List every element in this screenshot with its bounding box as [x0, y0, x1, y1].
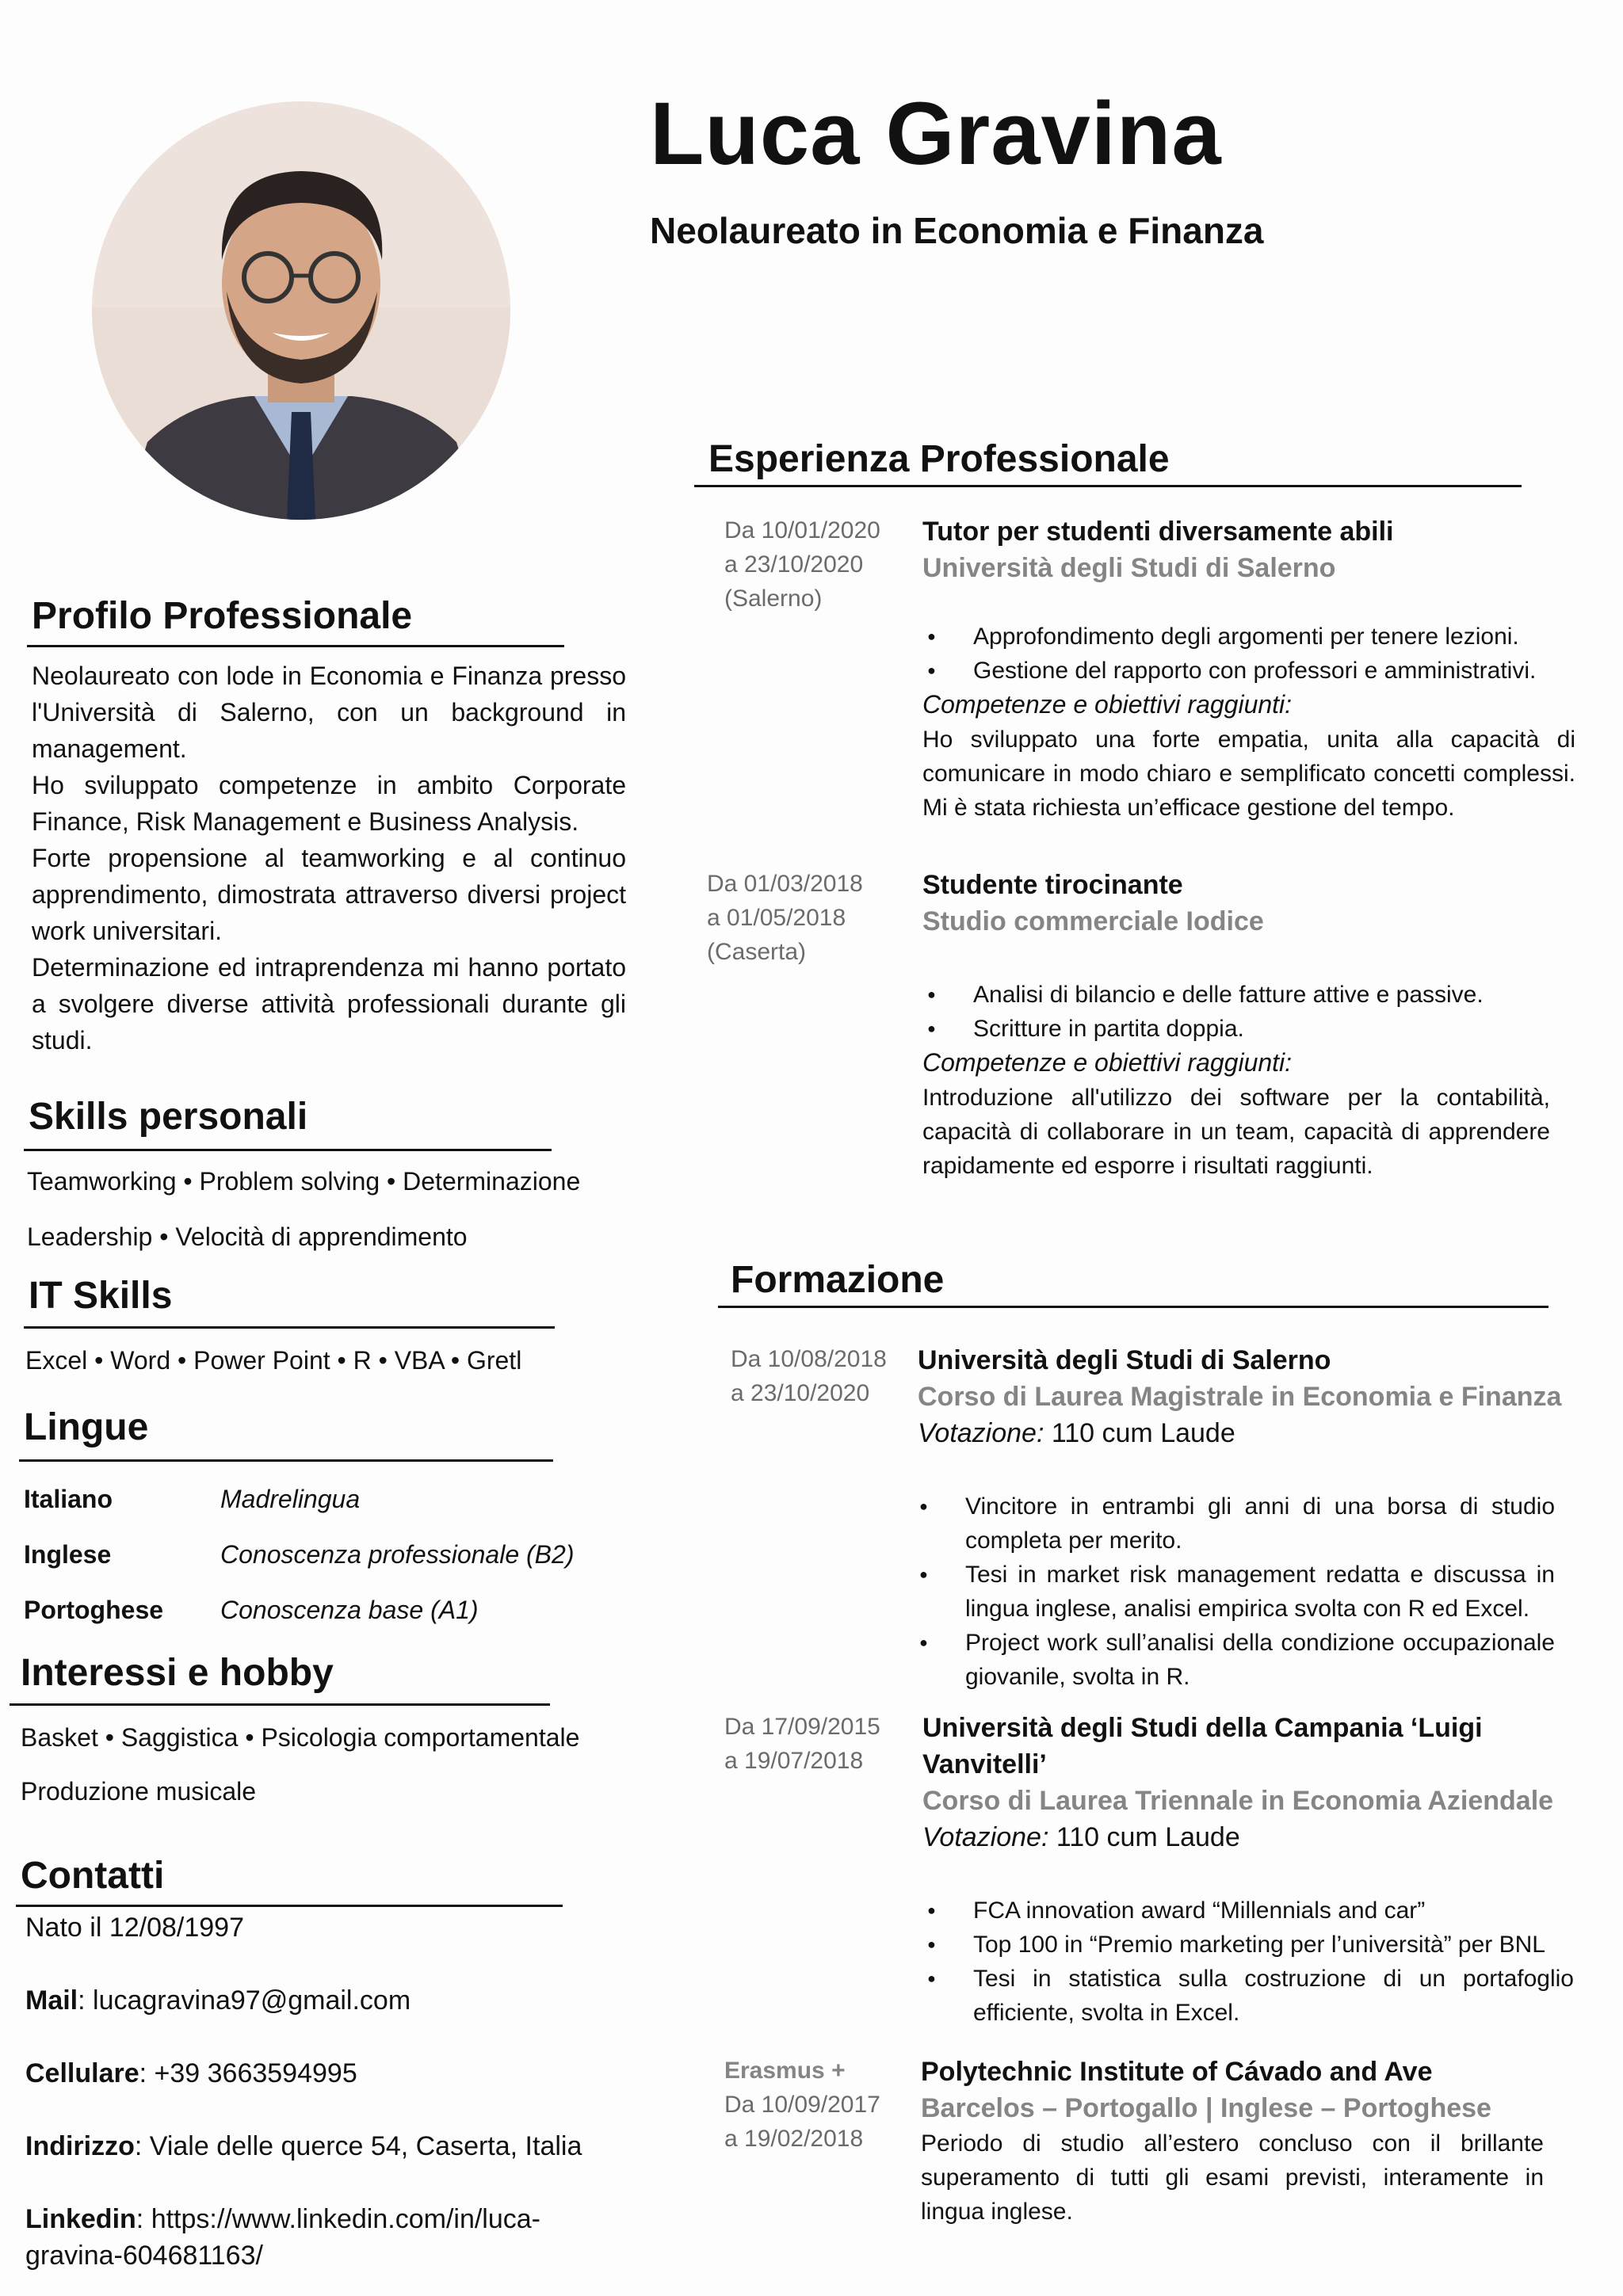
education-section-title: Formazione [731, 1259, 945, 1301]
education-course: Corso di Laurea Triennale in Economia Aziendale [922, 1786, 1554, 1816]
skills-section-title: Skills personali [29, 1096, 308, 1138]
skills-line: Leadership • Velocità di apprendimento [27, 1222, 468, 1251]
profile-paragraph: Neolaureato con lode in Economia e Finanza presso l'Università di Salerno, con un background in management. [32, 662, 626, 763]
languages-divider [19, 1459, 553, 1462]
contact-address [25, 2128, 628, 2164]
list-item: ● FCA innovation award “Millennials and car” [924, 1894, 1574, 1928]
education-school: Università degli Studi di Salerno [918, 1345, 1331, 1375]
education-date-start: Da 10/09/2017 [724, 2092, 880, 2118]
erasmus-label: Erasmus + [724, 2058, 846, 2084]
job-dates [724, 513, 880, 616]
job-skills-text: Ho sviluppato una forte empatia, unita alla capacità di comunicare in modo chiaro e semplificato concetti complessi. Mi è stata richiesta un’efficace gestione del tempo. [922, 727, 1575, 821]
it-skills-divider [24, 1326, 555, 1329]
list-item: ● Gestione del rapporto con professori e amministrativi. [924, 654, 1590, 688]
linkedin-label: Linkedin [25, 2204, 136, 2234]
experience-section-title: Esperienza Professionale [708, 438, 1170, 480]
contact-linkedin [25, 2201, 628, 2237]
education-grade [918, 1415, 1235, 1451]
grade-value: 110 cum Laude [1044, 1418, 1235, 1448]
job-date-end: a 23/10/2020 [724, 551, 864, 578]
candidate-subtitle: Neolaureato in Economia e Finanza [650, 210, 1264, 251]
education-date-start: Da 10/08/2018 [731, 1346, 887, 1372]
job-date-start: Da 01/03/2018 [707, 871, 863, 897]
education-bullet-list [916, 1489, 1555, 1694]
job-skills-title: Competenze e obiettivi raggiunti: [922, 1048, 1293, 1077]
list-item: ● Analisi di bilancio e delle fatture attive e passive. [924, 978, 1574, 1012]
grade-label: Votazione: [918, 1418, 1044, 1448]
job-organization: Università degli Studi di Salerno [922, 553, 1336, 583]
experience-divider [694, 485, 1522, 487]
job-bullet-list [924, 620, 1590, 688]
education-course: Barcelos – Portogallo | Inglese – Portoghese [921, 2093, 1491, 2123]
job-role: Tutor per studenti diversamente abili [922, 517, 1394, 547]
linkedin-value-continued[interactable]: gravina-604681163/ [25, 2241, 263, 2271]
skills-line: Teamworking • Problem solving • Determinazione [27, 1167, 581, 1196]
education-dates [731, 1342, 887, 1410]
phone-label: Cellulare [25, 2058, 139, 2088]
education-course: Corso di Laurea Magistrale in Economia e Finanza [918, 1382, 1562, 1412]
language-name: Italiano [24, 1485, 113, 1513]
job-organization: Studio commerciale Iodice [922, 906, 1264, 936]
contact-mail [25, 1982, 628, 2019]
education-dates [724, 1710, 880, 1778]
education-dates [724, 2054, 880, 2156]
list-item: ● Top 100 in “Premio marketing per l’università” per BNL [924, 1928, 1574, 1962]
skills-divider [24, 1149, 552, 1151]
language-name: Portoghese [24, 1596, 164, 1624]
education-date-end: a 23/10/2020 [731, 1380, 870, 1406]
phone-value[interactable]: : +39 3663594995 [139, 2058, 357, 2088]
it-skills-line: Excel • Word • Power Point • R • VBA • Gretl [25, 1346, 522, 1375]
education-description: Periodo di studio all’estero concluso con il brillante superamento di tutti gli esami previsti, interamente in lingua inglese. [921, 2130, 1544, 2225]
linkedin-value[interactable]: : https://www.linkedin.com/in/luca- [136, 2204, 540, 2234]
job-place: (Caserta) [707, 939, 807, 965]
job-date-end: a 01/05/2018 [707, 905, 846, 931]
education-divider [718, 1306, 1549, 1308]
education-date-end: a 19/02/2018 [724, 2126, 864, 2152]
grade-label: Votazione: [922, 1822, 1049, 1852]
list-item: ● Project work sull’analisi della condizione occupazionale giovanile, svolta in R. [916, 1626, 1555, 1694]
hobbies-divider [10, 1703, 550, 1706]
list-item: ● Approfondimento degli argomenti per tenere lezioni. [924, 620, 1590, 654]
address-value: : Viale delle querce 54, Caserta, Italia [134, 2131, 582, 2161]
hobbies-line: Produzione musicale [21, 1777, 257, 1806]
language-name: Inglese [24, 1540, 112, 1569]
contacts-divider [16, 1905, 563, 1907]
list-item: ● Tesi in statistica sulla costruzione di un portafoglio efficiente, svolta in Excel. [924, 1962, 1574, 2030]
education-bullet-list [924, 1894, 1574, 2030]
birth-date: Nato il 12/08/1997 [25, 1913, 244, 1943]
hobbies-line: Basket • Saggistica • Psicologia comportamentale [21, 1723, 580, 1752]
list-item: ● Scritture in partita doppia. [924, 1012, 1574, 1046]
list-item: ● Tesi in market risk management redatta e discussa in lingua inglese, analisi empirica svolta con R ed Excel. [916, 1558, 1555, 1626]
profile-paragraph: Determinazione ed intraprendenza mi hanno portato a svolgere diverse attività professionali durante gli studi. [32, 953, 626, 1055]
language-level: Conoscenza professionale (B2) [220, 1540, 575, 1569]
language-level: Conoscenza base (A1) [220, 1596, 479, 1624]
job-bullet-list [924, 978, 1574, 1046]
education-school [922, 1710, 1483, 1783]
profile-paragraph: Ho sviluppato competenze in ambito Corporate Finance, Risk Management e Business Analysis. [32, 771, 626, 836]
language-level: Madrelingua [220, 1485, 361, 1513]
profile-paragraph: Forte propensione al teamworking e al continuo apprendimento, dimostrata attraverso diversi project work universitari. [32, 844, 626, 945]
job-date-start: Da 10/01/2020 [724, 517, 880, 543]
profile-text [32, 658, 626, 1058]
education-date-end: a 19/07/2018 [724, 1748, 864, 1774]
job-skills-title: Competenze e obiettivi raggiunti: [922, 690, 1293, 719]
mail-value[interactable]: : lucagravina97@gmail.com [78, 1985, 411, 2016]
it-skills-section-title: IT Skills [29, 1275, 173, 1317]
education-school: Polytechnic Institute of Cávado and Ave [921, 2057, 1433, 2087]
education-grade [922, 1819, 1240, 1855]
mail-label: Mail [25, 1985, 78, 2016]
profile-divider [27, 645, 564, 647]
candidate-name: Luca Gravina [650, 84, 1222, 183]
address-label: Indirizzo [25, 2131, 135, 2161]
contact-phone [25, 2055, 628, 2092]
job-role: Studente tirocinante [922, 870, 1183, 900]
job-place: (Salerno) [724, 585, 823, 612]
job-skills-text: Introduzione all'utilizzo dei software per la contabilità, capacità di collaborare in un team, capacità di apprendere rapidamente ed esporre i risultati raggiunti. [922, 1085, 1550, 1179]
education-school-line: Università degli Studi della Campania ‘Luigi [922, 1713, 1483, 1743]
education-school-line: Vanvitelli’ [922, 1749, 1047, 1779]
hobbies-section-title: Interessi e hobby [21, 1652, 334, 1694]
job-dates [707, 867, 863, 969]
profile-photo [92, 101, 510, 520]
education-date-start: Da 17/09/2015 [724, 1714, 880, 1740]
list-item: ● Vincitore in entrambi gli anni di una borsa di studio completa per merito. [916, 1489, 1555, 1558]
contacts-section-title: Contatti [21, 1855, 165, 1897]
grade-value: 110 cum Laude [1048, 1822, 1240, 1852]
profile-section-title: Profilo Professionale [32, 595, 413, 637]
languages-section-title: Lingue [24, 1406, 149, 1448]
